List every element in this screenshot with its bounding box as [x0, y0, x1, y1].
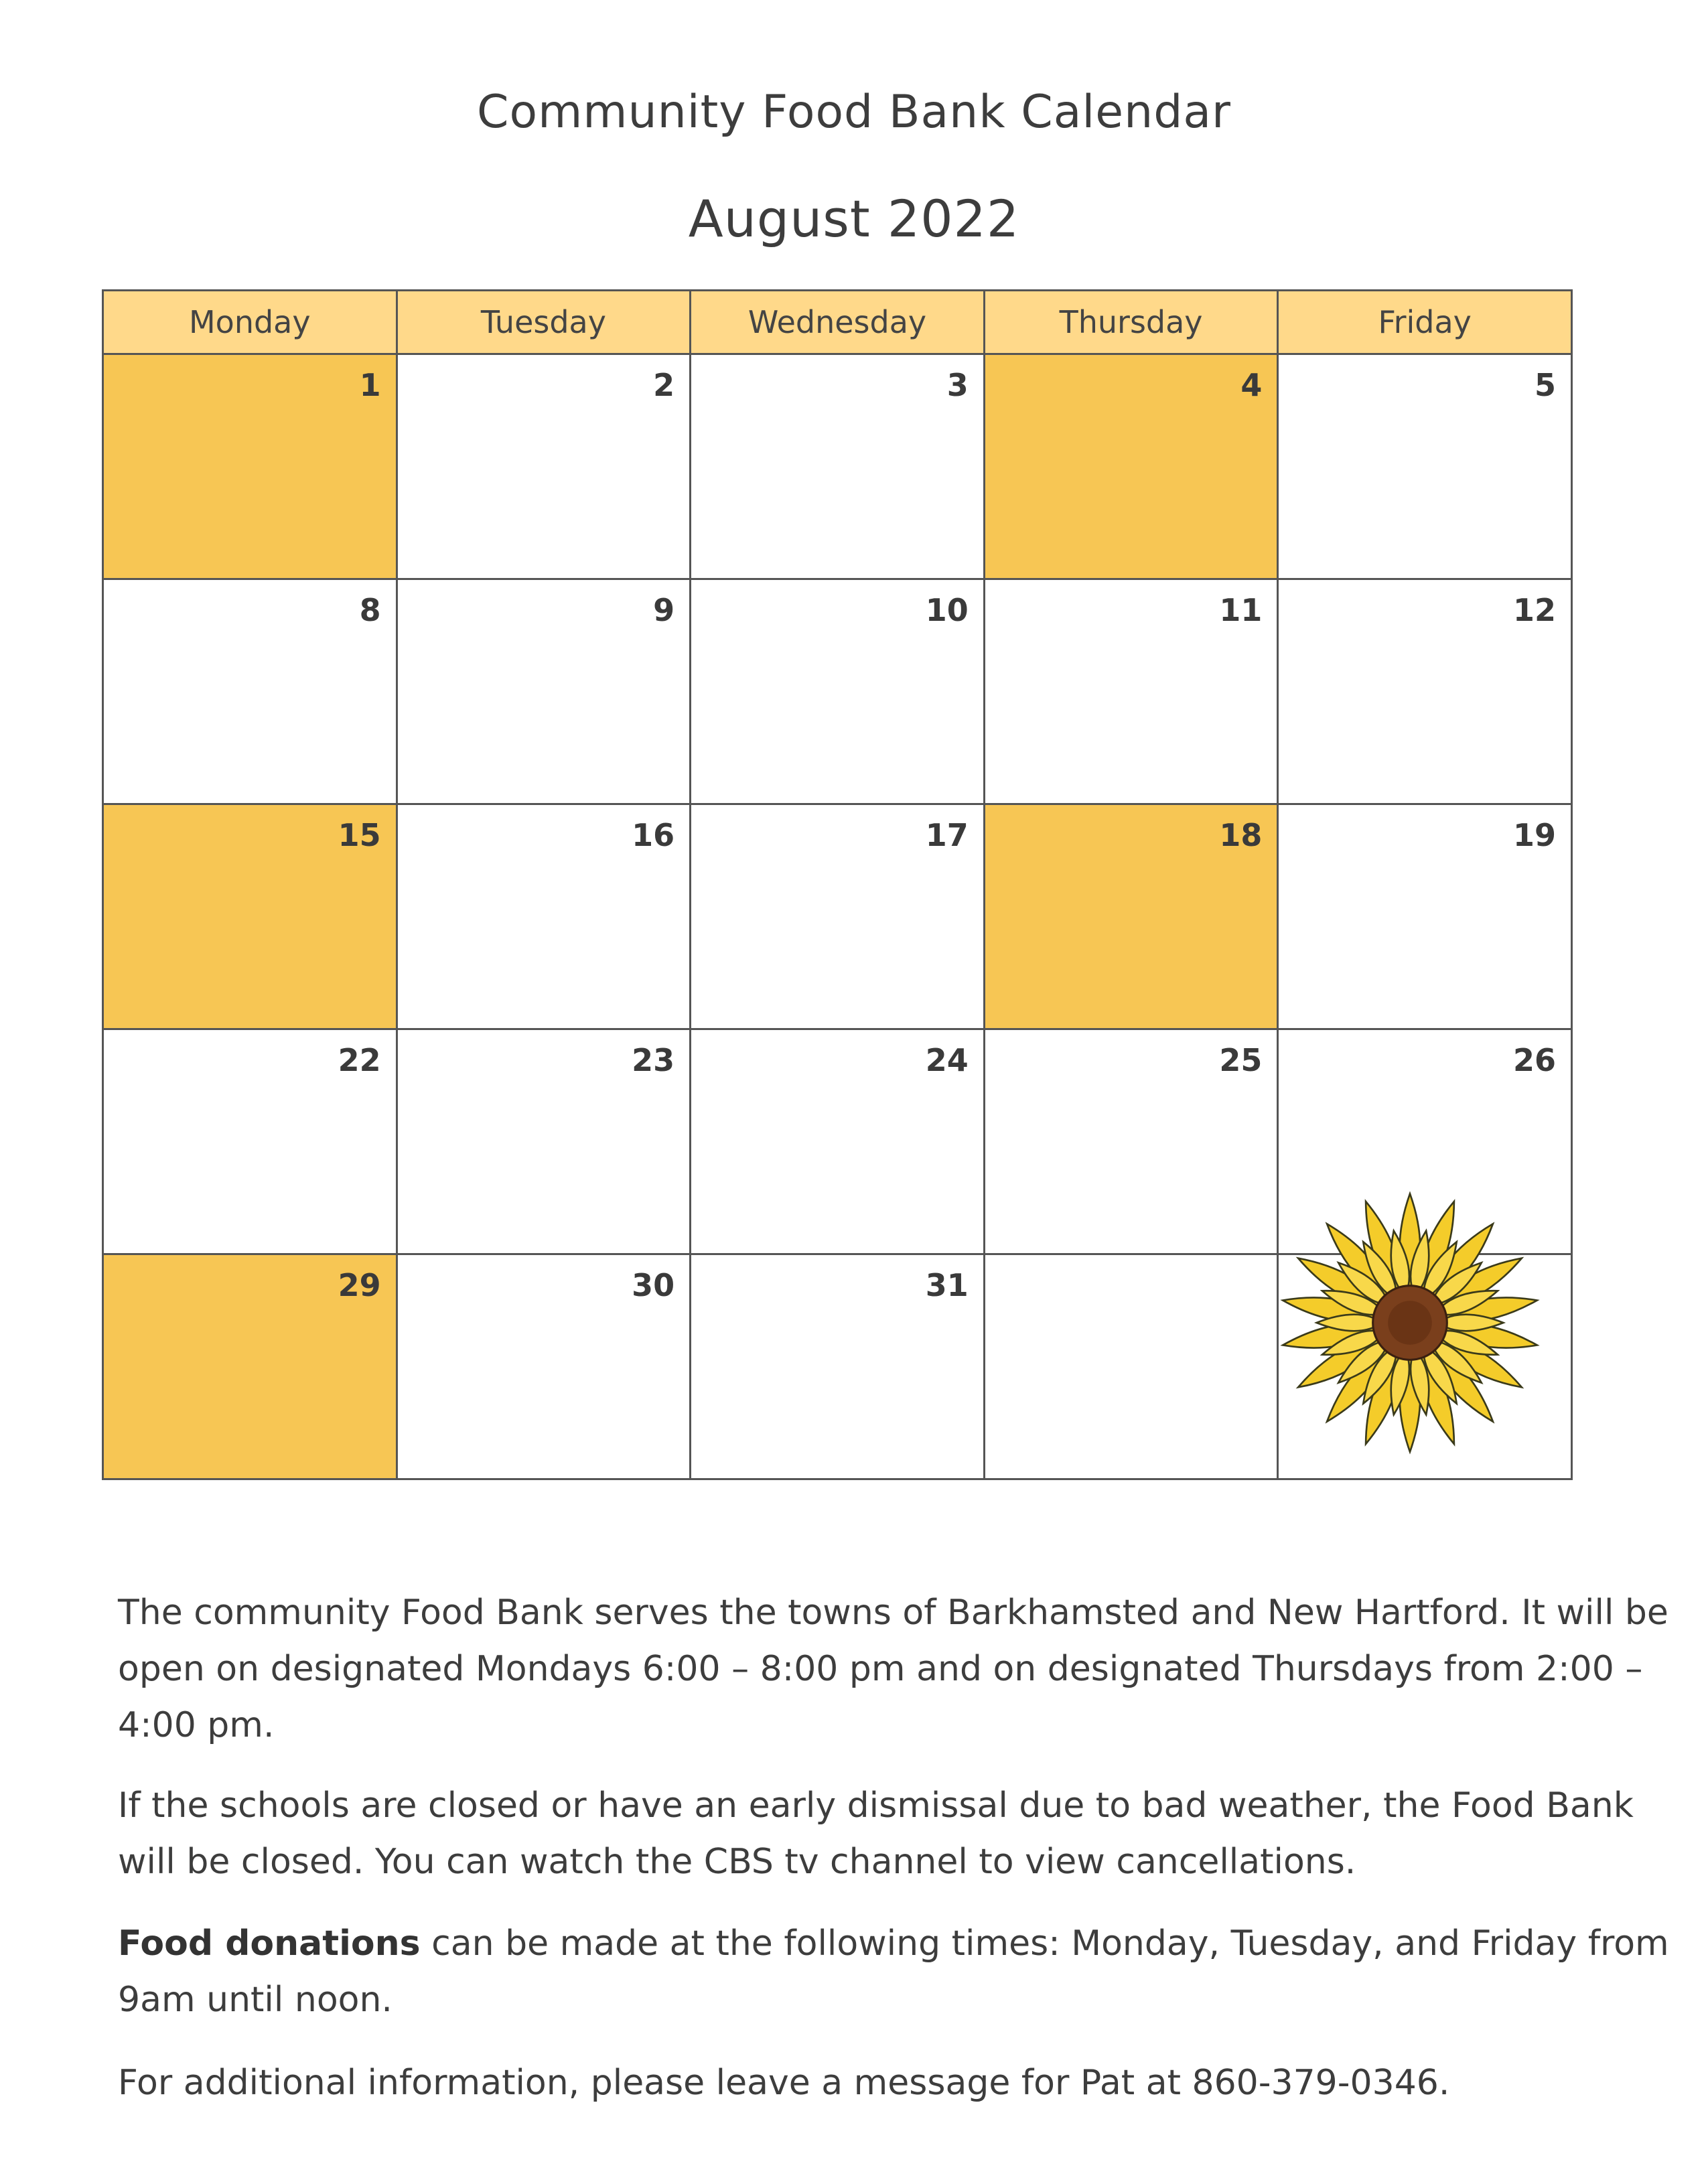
page-title: Community Food Bank Calendar: [476, 86, 1232, 139]
day-number: 12: [1512, 592, 1556, 628]
day-number: 22: [338, 1042, 381, 1078]
day-number: 2: [653, 367, 675, 403]
donations-emphasis: Food donations: [118, 1923, 421, 1964]
day-number: 19: [1512, 817, 1556, 853]
weekday-header-row: [103, 291, 1572, 354]
weekday-header: Thursday: [984, 291, 1278, 354]
day-number: 9: [653, 592, 675, 628]
calendar-day-cell: [397, 579, 691, 804]
day-number: 3: [946, 367, 969, 403]
calendar-day-cell: [984, 579, 1278, 804]
calendar-day-cell-open: [103, 1254, 397, 1479]
calendar-day-cell: [691, 579, 985, 804]
day-number: 29: [338, 1267, 381, 1303]
info-paragraph-hours: The community Food Bank serves the towns of Barkhamsted and New Hartford. It will be open on designated Mondays 6:00 – 8:00 pm and on designated Thursdays from 2:00 – 4:00 pm.: [118, 1593, 1668, 1745]
calendar-day-cell-open: [103, 804, 397, 1029]
calendar-day-cell: [103, 579, 397, 804]
calendar-day-cell: [1278, 354, 1572, 579]
info-paragraph-closures: If the schools are closed or have an early dismissal due to bad weather, the Food Bank will be closed. You can watch the CBS tv channel to view cancellations.: [118, 1786, 1634, 1882]
calendar-week-row: [103, 579, 1572, 804]
calendar-day-cell: [691, 354, 985, 579]
calendar-day-cell: [103, 1029, 397, 1254]
month-title: August 2022: [688, 189, 1020, 248]
day-number: 24: [925, 1042, 969, 1078]
weekday-header: Monday: [103, 291, 397, 354]
day-number: 31: [925, 1267, 969, 1303]
calendar-day-cell: [984, 1254, 1278, 1479]
calendar-day-cell: [691, 1254, 985, 1479]
calendar-day-cell: [691, 1029, 985, 1254]
calendar-day-cell: [397, 1254, 691, 1479]
day-number: [985, 1255, 1277, 1267]
day-number: 5: [1534, 367, 1556, 403]
day-number: 26: [1512, 1042, 1556, 1078]
weekday-header: Friday: [1278, 291, 1572, 354]
calendar-day-cell: [1278, 579, 1572, 804]
info-paragraph-contact: For additional information, please leave a message for Pat at 860-379-0346.: [118, 2063, 1450, 2103]
calendar-day-cell-open: [984, 804, 1278, 1029]
day-number: 30: [632, 1267, 675, 1303]
weekday-header: Tuesday: [397, 291, 691, 354]
info-paragraph-donations: [118, 1915, 1679, 2028]
donations-text: can be made at the following times: Monday, Tuesday, and Friday from 9am until noon.: [118, 1923, 1669, 2020]
day-number: 17: [925, 817, 969, 853]
day-number: 23: [632, 1042, 675, 1078]
day-number: 8: [359, 592, 381, 628]
day-number: 16: [632, 817, 675, 853]
calendar-day-cell: [984, 1029, 1278, 1254]
day-number: 15: [338, 817, 381, 853]
day-number: 18: [1219, 817, 1263, 853]
day-number: 11: [1219, 592, 1263, 628]
calendar-week-row: [103, 354, 1572, 579]
day-number: 1: [359, 367, 381, 403]
calendar-day-cell: [397, 804, 691, 1029]
day-number: 4: [1240, 367, 1263, 403]
day-number: 10: [925, 592, 969, 628]
calendar-week-row: [103, 804, 1572, 1029]
calendar-day-cell-open: [984, 354, 1278, 579]
day-number: 25: [1219, 1042, 1263, 1078]
calendar-day-cell: [691, 804, 985, 1029]
calendar-day-cell: [397, 1029, 691, 1254]
sunflower-icon: [1273, 1185, 1547, 1460]
calendar-day-cell: [1278, 804, 1572, 1029]
calendar-day-cell-open: [103, 354, 397, 579]
calendar-day-cell: [397, 354, 691, 579]
weekday-header: Wednesday: [691, 291, 985, 354]
